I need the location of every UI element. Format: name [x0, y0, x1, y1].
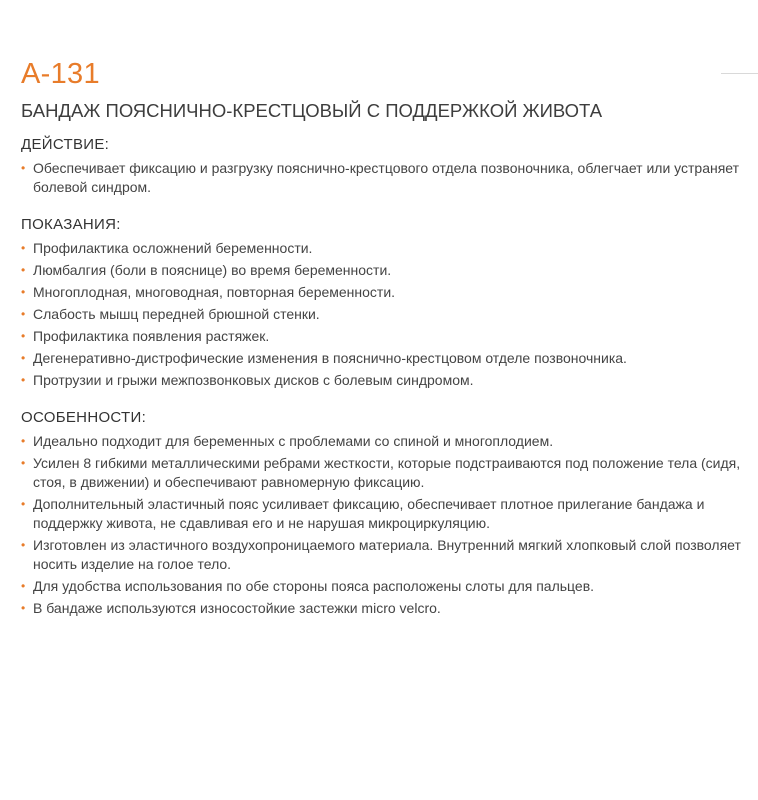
list-item — [21, 261, 741, 280]
bullet-icon: • — [21, 263, 26, 277]
list-item-text: Дегенеративно-дистрофические изменения в пояснично-крестцовом отделе позвоночника. — [33, 350, 627, 366]
list-item-text: Дополнительный эластичный пояс усиливает фиксацию, обеспечивает плотное прилегание бандажа и поддержку живота, не сдавливая его и не нарушая микроциркуляцию. — [33, 496, 705, 531]
product-description — [21, 57, 741, 621]
list-item — [21, 495, 741, 533]
list-item-text: Профилактика осложнений беременности. — [33, 240, 313, 256]
bullet-icon: • — [21, 456, 26, 470]
list-item — [21, 327, 741, 346]
list-item — [21, 577, 741, 596]
list-item — [21, 536, 741, 574]
bullet-list — [21, 239, 741, 390]
list-item — [21, 305, 741, 324]
section-action — [21, 135, 741, 197]
bullet-list — [21, 432, 741, 618]
list-item-text: В бандаже используются износостойкие застежки micro velcro. — [33, 600, 441, 616]
bullet-icon: • — [21, 579, 26, 593]
bullet-icon: • — [21, 161, 26, 175]
list-item-text: Усилен 8 гибкими металлическими ребрами жесткости, которые подстраиваются под положение тела (сидя, стоя, в движении) и обеспечивают равномерную фиксацию. — [33, 455, 741, 490]
bullet-icon: • — [21, 434, 26, 448]
bullet-icon: • — [21, 285, 26, 299]
bullet-icon: • — [21, 329, 26, 343]
list-item-text: Изготовлен из эластичного воздухопроницаемого материала. Внутренний мягкий хлопковый слой позволяет носить изделие на голое тело. — [33, 537, 741, 572]
list-item — [21, 159, 741, 197]
list-item-text: Профилактика появления растяжек. — [33, 328, 270, 344]
list-item — [21, 239, 741, 258]
section-heading: ПОКАЗАНИЯ: — [21, 216, 121, 233]
list-item — [21, 454, 741, 492]
bullet-icon: • — [21, 538, 26, 552]
list-item — [21, 432, 741, 451]
list-item-text: Для удобства использования по обе стороны пояса расположены слоты для пальцев. — [33, 578, 595, 594]
product-code: А-131 — [21, 58, 100, 90]
bullet-icon: • — [21, 241, 26, 255]
bullet-icon: • — [21, 601, 26, 615]
bullet-icon: • — [21, 307, 26, 321]
bullet-icon: • — [21, 351, 26, 365]
section-indications — [21, 215, 741, 390]
list-item — [21, 283, 741, 302]
list-item-text: Люмбалгия (боли в пояснице) во время беременности. — [33, 262, 392, 278]
list-item — [21, 349, 741, 368]
list-item-text: Протрузии и грыжи межпозвонковых дисков с болевым синдромом. — [33, 372, 474, 388]
list-item-text: Обеспечивает фиксацию и разгрузку пояснично-крестцового отдела позвоночника, облегчает или устраняет болевой синдром. — [33, 160, 740, 195]
list-item-text: Идеально подходит для беременных с проблемами со спиной и многоплодием. — [33, 433, 554, 449]
bullet-icon: • — [21, 373, 26, 387]
list-item — [21, 371, 741, 390]
product-title: БАНДАЖ ПОЯСНИЧНО-КРЕСТЦОВЫЙ С ПОДДЕРЖКОЙ ЖИВОТА — [21, 100, 603, 121]
list-item-text: Слабость мышц передней брюшной стенки. — [33, 306, 320, 322]
bullet-list — [21, 159, 741, 197]
section-heading: ОСОБЕННОСТИ: — [21, 409, 147, 426]
section-heading: ДЕЙСТВИЕ: — [21, 136, 110, 153]
list-item — [21, 599, 741, 618]
bullet-icon: • — [21, 497, 26, 511]
section-features — [21, 408, 741, 618]
list-item-text: Многоплодная, многоводная, повторная беременности. — [33, 284, 396, 300]
